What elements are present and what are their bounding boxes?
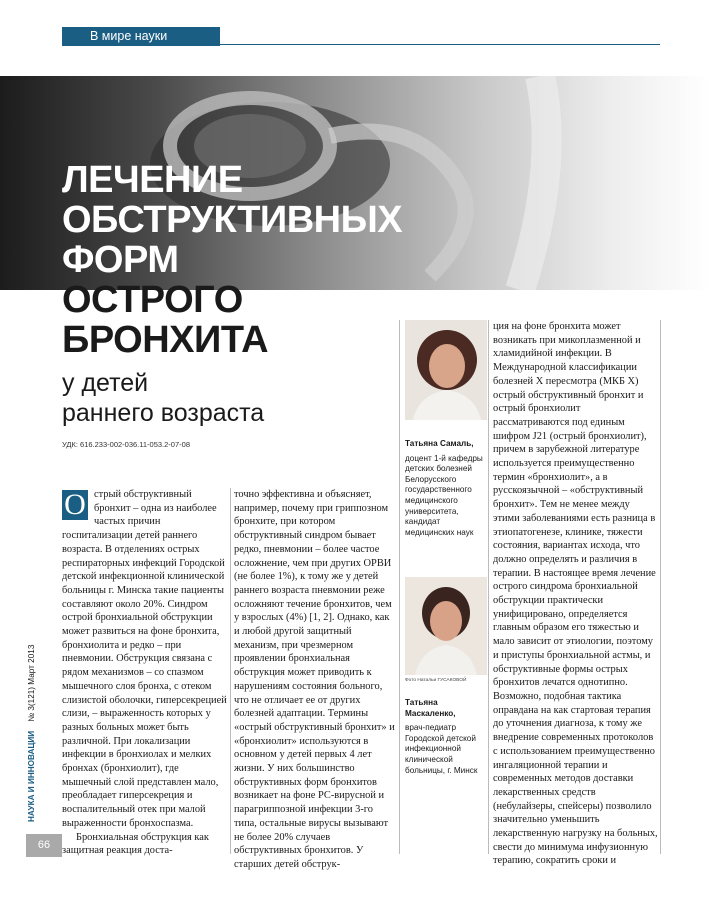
- issue-info: № 3(121) Март 2013: [27, 644, 36, 722]
- author-name: Татьяна Самаль,: [405, 439, 474, 448]
- title-line: ОБСТРУКТИВНЫХ: [62, 199, 403, 241]
- title-line: ЛЕЧЕНИЕ: [62, 159, 243, 201]
- article-title: [62, 160, 402, 360]
- text-column-2: [234, 488, 396, 872]
- author-photo: [405, 577, 487, 675]
- title-line: ОСТРОГО: [62, 279, 243, 321]
- column-divider: [488, 320, 489, 854]
- author-card: [405, 439, 490, 538]
- paragraph: точно эффективна и объясняет, например, почему при гриппозном бронхите, при котором обструктивный синдром бывает редко, пневмонии – более частое осложнение, чем при других ОРВИ (не более 1%), к тому же у детей раннего возраста пневмонии реже осложняют течение бронхитов, чем у взрослых (4%) [1, 2]. Однако, как и любой другой защитный механизм, при чрезмерном проявлении бронхиальная обструкция может приводить к нарушениям состояния больного, что не отличает ее от других болезней адаптации. Термины «острый обструктивный бронхит» и «бронхиолит» используются в основном у детей первых 4 лет жизни. У них большинство обструктивных форм бронхитов возникает на фоне РС-вирусной и парагриппозной инфекции 3-го типа, остальные вирусы вызывают не более 20% случаев обструктивных бронхитов. У старших детей обструк-: [234, 489, 395, 870]
- author-photo: [405, 320, 487, 420]
- paragraph: стрый обструктивный бронхит – одна из наиболее частых причин госпитализации детей раннего возраста. В отделениях острых респираторных инфекций Городской детской инфекционной клинической больницы г. Минска такие пациенты составляют около 20%. Синдром острой бронхиальной обструкции может развиться на фоне бронхита, бронхиолита и редко – при пневмонии. Обструкция связана с рядом механизмов – со спазмом мышечного слоя бронха, с отеком слизистой оболочки, гиперсекрецией слизи, – выраженность которых у разных больных может быть различной. При локализации инфекции в бронхиолах и мелких бронхах (бронхиолит), где мышечный слой представлен мало, преобладает гиперсекреция и воспалительный отек при малой выраженности бронхоспазма.: [62, 489, 227, 829]
- subtitle-line: у детей: [62, 369, 149, 397]
- author-card: [405, 698, 490, 776]
- column-divider: [399, 320, 400, 854]
- journal-name: НАУКА И ИННОВАЦИИ: [27, 730, 36, 822]
- title-line: ФОРМ: [62, 239, 179, 281]
- column-divider: [230, 488, 231, 854]
- author-role: доцент 1-й кафедры детских болезней Белорусского государственного медицинского университета, кандидат медицинских наук: [405, 453, 483, 537]
- section-label: В мире науки: [62, 27, 220, 46]
- author-role: врач-педиатр Городской детской инфекционной клинической больницы, г. Минск: [405, 723, 478, 775]
- author-name: Татьяна Маскаленко,: [405, 698, 456, 718]
- subtitle-line: раннего возраста: [62, 399, 265, 427]
- title-line: БРОНХИТА: [62, 319, 269, 361]
- text-column-3: [493, 320, 658, 868]
- header-rule: [220, 44, 660, 45]
- dropcap: О: [62, 490, 88, 520]
- column-divider: [660, 320, 661, 854]
- photo-credit: Фото Натальи ГУСАКОВОЙ: [405, 678, 467, 683]
- text-column-1: [62, 488, 227, 858]
- udk-code: УДК: 616.233-002-036.11-053.2-07-08: [62, 440, 190, 449]
- paragraph: ция на фоне бронхита может возникать при микоплазменной и хламидийной инфекции. В Международной классификации болезней X пересмотра (МКБ X) острый обструктивный бронхит и острый бронхиолит рассматриваются под единым шифром J21 (острый бронхиолит), причем в зарубежной литературе используется преимущественно термин «бронхиолит», а в русскоязычной – «обструктивный бронхит». Тем не менее между этими заболеваниями есть разница в этиопатогенезе, клинике, тяжести состояния, вариантах исхода, что должно определять и различия в терапии. В настоящее время лечение острого синдрома бронхиальной обструкции практически унифицировано, определяется главным образом его тяжестью и мало зависит от этиологии, поэтому и приступы бронхиальной астмы, и обструктивные формы острых бронхитов лечатся однотипно. Возможно, подобная тактика оправдана на как стартовая терапия до уточнения диагноза, к тому же внедрение современных протоколов с использованием преимущественно ингаляционной терапии и современных методов доставки лекарственных средств (небулайзеры, спейсеры) позволило значительно уменьшить лекарственную нагрузку на больных, свести до минимума инфузионную терапию, сократить сроки и: [493, 321, 658, 867]
- page-number: 66: [26, 834, 62, 857]
- paragraph: Бронхиальная обструкция как защитная реакция доста-: [62, 831, 209, 857]
- article-subtitle: [62, 368, 264, 428]
- journal-sidebar: [27, 645, 36, 822]
